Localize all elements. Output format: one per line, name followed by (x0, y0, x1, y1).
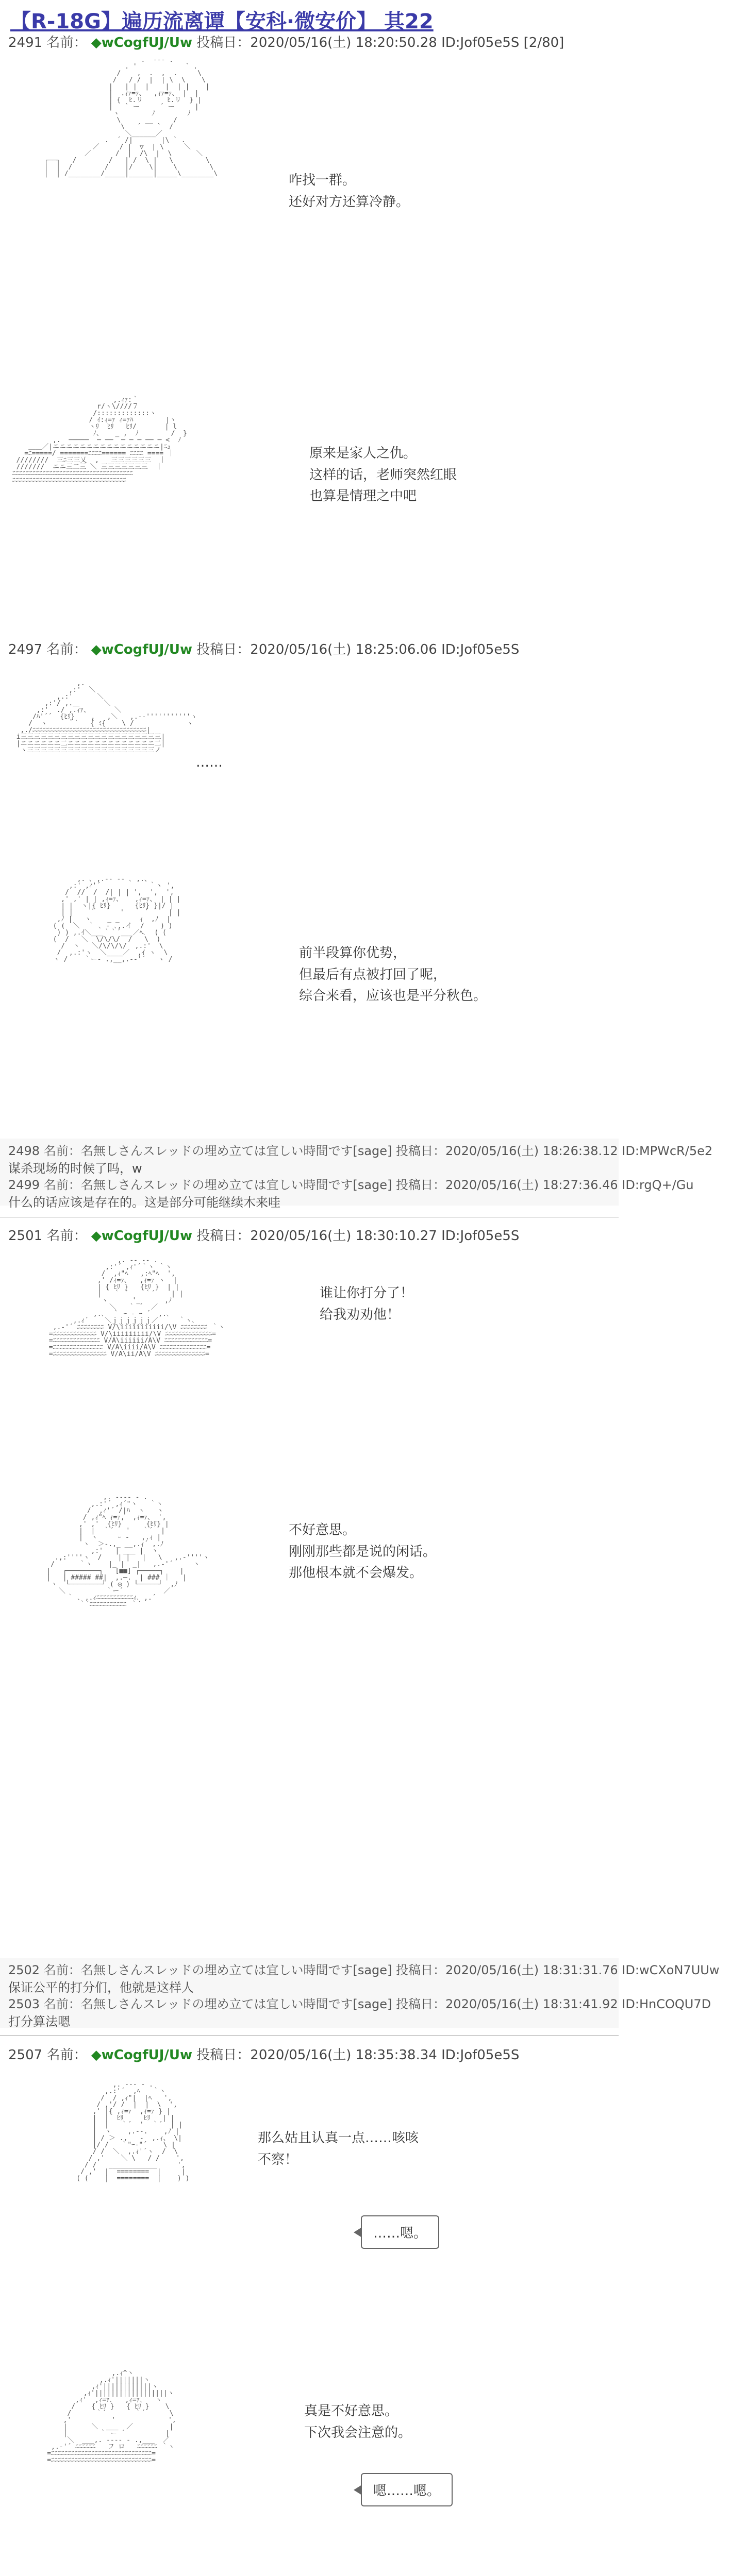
ascii-art-figure-3: ,. ,:' ＼ ,.:' ＼ ,:'/ ,.＿ ＼ ,:' ./ ,.ｨｧ、 ＼ /ﾊ'´´ {ﾋﾘ} , ,＼ ,.-‐'''''''''''ヽ / ヽ ｀´ { ﾐ{ \ / ヽ ,./ﾆﾆﾆﾆﾆﾆﾆﾆﾆﾆﾆﾆﾆﾆﾆﾆﾆﾆﾆﾆﾆﾆﾆﾆﾆﾆﾆﾆﾆﾆﾆﾆﾆﾆ| i三三三三三三三三三三三三三三三三三三三三三| |ニニニニニニ二ニニニニニニニニニニニニニ二| ヽ三三三三三三三三三三三三三三三三三三三ノ (16, 680, 197, 754)
speech-bubble-1: ……嗯。 (361, 2215, 439, 2249)
ascii-art-figure-7: ,. -‐‐ - . ,.:'´ ,ﾍ ｀ヽ / / ,ｨ"| |ﾍ ', / ,'/ / | | \ ', ,' |{ ,ｨ=ｧ ,ｨ=ｧ } | | | ﾋﾘ ﾋﾘ | | | | ｀´ ' ｀´ | | | ヽ ,.-‐. ,ﾉ | | / ＞ ., ‐ ,.ｨ、 \| |/ / ｀"ｰ‐"´ \ | / / ＼ ,.ｨ'´ヽ / \ / ,' ＼ \ / / ', / / ____________ ', / ,' | ======== | | ( ( | ======== | ) ) (76, 2081, 190, 2182)
dialogue-3: …… (196, 755, 223, 770)
post-number[interactable]: 2503 (8, 1997, 40, 2011)
dialogue-7: 那么姑且认真一点……咳咳 不察！ (258, 2130, 419, 2167)
poster-name[interactable]: ◆wCogfUJ/Uw (91, 35, 193, 50)
post-meta: 投稿日：2020/05/16(土) 18:20:50.28 ID:Jof05e5S [2/80] (196, 35, 564, 50)
reply-2502: 2502 名前：名無しさんスレッドの埋め立ては宜しい時間です[sage] 投稿日：2020/05/16(土) 18:31:31.76 ID:wCXoN7UUw 保证公平的打分们，他就是这样人 (8, 1962, 719, 1996)
ascii-art-figure-4: ,. ､ ,.-‐ ‐- ､ ,.、 ,:' ,ｨ'´ ｀ヽ ', / // / /| | | ', ', ', ,' ,' | | ,ｨ=ｧ、 ,ｨ=ｧ、 | | | | | ヽ|{ ﾋﾘ} {ﾋﾘ} }|/ | | | ｀ ' ´ | | ,ﾉ | ヽ _ _ ｨ ,ﾉ | ( ( ＼ ｀ ､ ‐ ､,.イ / ) ) ) ) ,.ｲ＼___｀｀´___／ﾍ､ ( ( ( / ＼ \/\/\/ / \ ) / ヽ ＼/\/\/\/ ,.:' \ / ,.:'ヽ ＼____／ ,ｲ ヽ \ ヽ / ｀ー- .,__,.-‐'´ ヽ / (53, 875, 181, 963)
post-meta: 投稿日：2020/05/16(土) 18:35:38.34 ID:Jof05e5S (196, 2047, 520, 2063)
post-header-2497 (8, 639, 519, 658)
post-name-label: 名前： (46, 35, 87, 50)
page-title: 【R-18G】遍历流离谭【安科·微安价】 其22 (10, 10, 434, 33)
post-number[interactable]: 2502 (8, 1963, 40, 1977)
post-name-label: 名前： (46, 2047, 87, 2063)
dialogue-5: 谁让你打分了！ 给我劝劝他！ (320, 1285, 414, 1323)
dialogue-4: 前半段算你优势， 但最后有点被打回了呢， 综合来看，应该也是平分秋色。 (299, 945, 487, 1004)
poster-name[interactable]: ◆wCogfUJ/Uw (91, 2047, 193, 2063)
post-header-2491 (8, 32, 564, 51)
post-number[interactable]: 2499 (8, 1178, 40, 1192)
speech-bubble-2: 嗯……嗯。 (361, 2473, 453, 2506)
reply-body: 打分算法嗯 (8, 2014, 70, 2029)
post-number[interactable]: 2498 (8, 1144, 40, 1158)
post-header-2501 (8, 1225, 519, 1244)
reply-body: 什么的话应该是存在的。这是部分可能继续木来哇 (8, 1195, 280, 1210)
dialogue-8: 真是不好意思。 下次我会注意的。 (304, 2403, 412, 2441)
ascii-art-figure-1: . --- . . ' ` . / , . , . \ / / / | | \ \ \ | | | | | | | | | .ｨｧ=ｧ、 ,ｨｧ=ｧ、 | | | { ﾋ.リ ﾋ.リ } | | ` ー ´ ー | ヽ ﾉ ﾉ \ __ / \ ´ ` / ＼______／ . ´ /| |\ ` . ／ / | ▽ | \ ＼ ／ / | /\ | \ ＼ ┌──┐ / / | / \ | \ \ | | / / |/ \| \ \ | | /________/_____|______|_____\________\ (44, 56, 218, 178)
post-meta: 投稿日：2020/05/16(土) 18:30:10.27 ID:Jof05e5S (196, 1228, 520, 1244)
reply-2498: 2498 名前：名無しさんスレッドの埋め立ては宜しい時間です[sage] 投稿日：2020/05/16(土) 18:26:38.12 ID:MPWcR/5e2 谋杀现场的时候了吗，w (8, 1143, 712, 1177)
post-meta: 投稿日：2020/05/16(土) 18:25:06.06 ID:Jof05e5S (196, 642, 520, 657)
ascii-art-figure-6: ,. -‐‐‐ - . ,.:'´ ,ｨ´"ヽ ｀ヽ / ,ｨ'´ /|ﾊ ヽ ヽ / ,ｨ"ﾍ ｨ=ｧ, ,ｨ=ｧ、 ', ,' ,' {ﾋﾘ} {ﾋﾘ} | | | ｀´ ' ｀´ | | ヽ ｰ ‐ ,.ｨ | ヽ ＞-.,_ __,.ｨ´ ,.ﾉ ,:' | ___ | ヽ .,:''''ヽ / | | | \ ,.-''''ヽ / ｀ヽ |_ | _| ,.-'´ ヽ | ┌────────┐ [■■] ┌─────┐ | | | ##### ##| ,.─. | ### ｜ | ヽ └────────┘ ( ◎ ) └─────┘ ,ﾉ ＼ ｀ー´ ／ ｀ ､ ,.ｨﾆﾆﾆﾆﾆﾆﾆﾆﾆﾆﾆｨ､ ,.´ ｀´ﾆﾆﾆﾆﾆﾆﾆﾆﾆﾆﾆ ｀´ (46, 1494, 210, 1608)
post-header-2507 (8, 2044, 519, 2063)
poster-name[interactable]: ◆wCogfUJ/Uw (91, 642, 193, 657)
dialogue-1: 咋找一群。 还好对方还算冷静。 (289, 173, 410, 210)
reply-body: 谋杀现场的时候了吗，w (8, 1161, 142, 1176)
post-name-label: 名前： (46, 1228, 87, 1244)
post-number[interactable]: 2497 (8, 642, 43, 657)
ascii-art-figure-2: ,.ｨｧ:｀ r/ヽ\////７ /:::::::::::::ヽ / ｲ:ｨ=ｧ ｨ=ｧﾊ |ヽ ヽﾘ ﾋﾘ ﾋﾘ/ | l ﾉ、 _ , ﾉ / } ,. ───── ─ ── ─ ─ ─ ── ─ < ﾉ ＿＿／|ニニニニニニニニニニニニニニニニ|ﾆｭ =ﾆ=====/ =======ﾆﾆﾆﾆ====== ﾆﾆﾆﾆ ==== ｜ //////// 三ﾆ三三乂 , 三三三三三三 ｜ /////// ニニ三二三 ＼ 三三三三三三三 ｜ ﾆﾆﾆﾆﾆﾆﾆﾆﾆﾆﾆﾆﾆﾆﾆﾆﾆﾆﾆﾆﾆﾆﾆﾆﾆﾆﾆﾆﾆﾆﾆﾆﾆﾆﾆﾆ ﾆﾆﾆﾆﾆﾆﾆﾆﾆﾆﾆﾆﾆﾆﾆﾆﾆﾆﾆﾆﾆﾆﾆﾆﾆﾆﾆﾆﾆﾆﾆﾆﾆﾆ (12, 396, 187, 484)
reply-body: 保证公平的打分们，他就是这样人 (8, 1980, 194, 1995)
dialogue-2: 原来是家人之仇。 这样的话，老师突然红眼 也算是情理之中吧 (309, 446, 457, 504)
post-number[interactable]: 2491 (8, 35, 43, 50)
ascii-art-figure-5: ,. -‐ ‐- . ,:'´ ,ｨ'´｀ヽ ｀ヽ / ,ｨ"ﾍ ,:ﾍ"ﾍ ', ,' /ｨ=ｧ､ ,ｨ=ｧ ヽ | | { ﾋﾘ } {ﾋﾘ } | | | ｀ ´ ｀´ | | ヽ '_ ,ﾉ ＼ ｀ ´ ／ ,.､ ｀ ｰ ‐ ｰ ´ ,.､ ,.ｨ´ ＼ｊｊｊｊｊｊ／ ｀ヽ､ ,.-'´ ﾆﾆﾆﾆﾆﾆﾆﾆ V/\iiiiiiiiiii/\V ﾆﾆﾆﾆﾆﾆﾆﾆ ｀ヽ =ﾆﾆﾆﾆﾆﾆﾆﾆﾆﾆﾆﾆﾆ V/\iiiiiiiii/\V ﾆﾆﾆﾆﾆﾆﾆﾆﾆﾆﾆﾆﾆﾆ= =ﾆﾆﾆﾆﾆﾆﾆﾆﾆﾆﾆﾆﾆﾆ V/A\iiiiii/A\V ﾆﾆﾆﾆﾆﾆﾆﾆﾆﾆﾆﾆﾆ= =ﾆﾆﾆﾆﾆﾆﾆﾆﾆﾆﾆﾆﾆﾆﾆ V/A\iiii/A\V ﾆﾆﾆﾆﾆﾆﾆﾆﾆﾆﾆﾆﾆﾆ= =ﾆﾆﾆﾆﾆﾆﾆﾆﾆﾆﾆﾆﾆﾆﾆﾆ V/A\ii/A\V ﾆﾆﾆﾆﾆﾆﾆﾆﾆﾆﾆﾆﾆﾆﾆ= (48, 1257, 225, 1358)
reply-2503: 2503 名前：名無しさんスレッドの埋め立ては宜しい時間です[sage] 投稿日：2020/05/16(土) 18:31:41.92 ID:HnCOQU7D 打分算法嗯 (8, 1996, 711, 2030)
post-name-label: 名前： (46, 642, 87, 657)
reply-2499: 2499 名前：名無しさんスレッドの埋め立ては宜しい時間です[sage] 投稿日：2020/05/16(土) 18:27:36.46 ID:rgQ+/Gu 什么的话应该是存在的。这是部分可能继续木来哇 (8, 1177, 694, 1211)
divider (0, 2035, 619, 2036)
poster-name[interactable]: ◆wCogfUJ/Uw (91, 1228, 193, 1244)
post-number[interactable]: 2507 (8, 2047, 43, 2063)
dialogue-6: 不好意思。 刚刚那些都是说的闲话。 那他根本就不会爆发。 (289, 1522, 437, 1581)
post-number[interactable]: 2501 (8, 1228, 43, 1244)
ascii-art-figure-8: ,.ｨ^ヽ ,.ｨ'|||||||ヽ ,ｨ'||||||||||||ヽ ,ｨ'||||||||||||||||||ヽ ,ｨ' ,ｨ=ｧ､ ,ｨ=ｧ､ ヽ / { ﾋﾘ } { ﾋﾘ } \ / ｀´ ｀´ \ ,' ' ', | ＼ ___ ／ | | ｀ ー ´ | ＼ ___,. -‐‐‐ - .,___ ／ ,.-'´ ﾆﾆﾆﾆﾆﾆ フ ロ ﾆﾆﾆﾆﾆﾆ ｀ヽ =ﾆﾆﾆﾆﾆﾆﾆﾆﾆﾆﾆﾆﾆﾆﾆﾆﾆﾆﾆﾆﾆﾆﾆﾆﾆﾆﾆﾆﾆﾆ= =ﾆﾆﾆﾆﾆﾆﾆﾆﾆﾆﾆﾆﾆﾆﾆﾆﾆﾆﾆﾆﾆﾆﾆﾆﾆﾆﾆﾆﾆﾆ= (47, 2369, 176, 2464)
